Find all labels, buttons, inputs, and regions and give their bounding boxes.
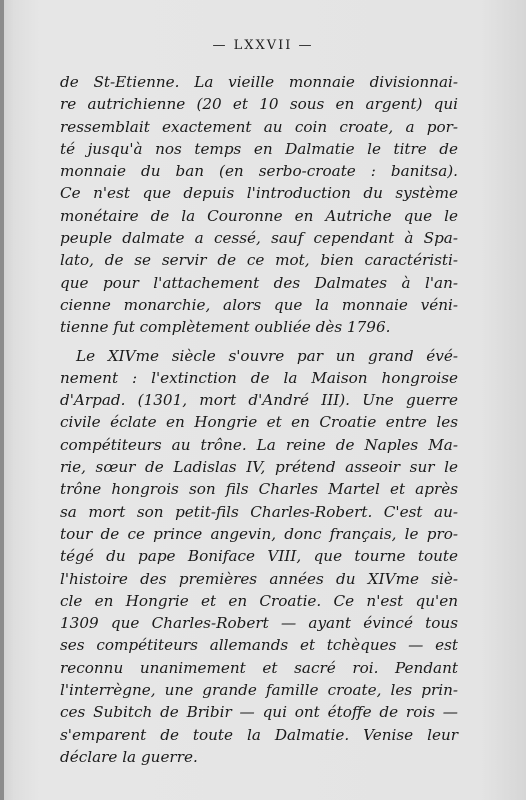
- text-line: cienne monarchie, alors que la monnaie véni-: [60, 295, 458, 314]
- text-line: sa mort son petit-fils Charles-Robert. C'est au-: [60, 502, 458, 521]
- text-line: monétaire de la Couronne en Autriche que le: [60, 206, 458, 225]
- text-line: Ce n'est que depuis l'introduction du système: [60, 184, 458, 203]
- text-line: lato, de se servir de ce mot, bien caractéristi-: [60, 251, 458, 270]
- text-line: d'Arpad. (1301, mort d'André III). Une guerre: [60, 391, 458, 410]
- text-line: ces Subitch de Bribir — qui ont étoffe de rois —: [60, 703, 458, 722]
- text-line: tienne fut complètement oubliée dès 1796.: [60, 318, 391, 337]
- text-line: tour de ce prince angevin, donc français, le pro-: [60, 524, 458, 543]
- text-line: ressemblait exactement au coin croate, a por-: [60, 117, 458, 136]
- text-line: de St-Etienne. La vieille monnaie divisionnai-: [60, 73, 458, 91]
- text-line: trône hongrois son fils Charles Martel et après: [60, 480, 458, 499]
- body-text: [60, 71, 458, 768]
- text-line: tégé du pape Boniface VIII, que tourne toute: [60, 547, 458, 566]
- text-line: civile éclate en Hongrie et en Croatie entre les: [60, 413, 458, 432]
- text-line: reconnu unanimement et sacré roi. Pendant: [60, 658, 458, 677]
- text-line: s'emparent de toute la Dalmatie. Venise leur: [60, 725, 458, 744]
- text-line: l'interrègne, une grande famille croate, les prin-: [60, 681, 458, 700]
- text-line: cle en Hongrie et en Croatie. Ce n'est qu'en: [60, 591, 458, 610]
- paragraph: [60, 71, 458, 339]
- text-line: compétiteurs au trône. La reine de Naples Ma-: [60, 435, 458, 454]
- paragraph: [60, 345, 458, 769]
- page-binding-edge: [0, 0, 4, 800]
- text-line: re autrichienne (20 et 10 sous en argent) qui: [60, 95, 458, 114]
- text-line: nement : l'extinction de la Maison hongroise: [60, 368, 458, 387]
- text-line: monnaie du ban (en serbo-croate : banitsa).: [60, 162, 458, 181]
- text-line: que pour l'attachement des Dalmates à l'an-: [60, 273, 458, 292]
- text-line: té jusqu'à nos temps en Dalmatie le titre de: [60, 139, 458, 158]
- text-line: ses compétiteurs allemands et tchèques — est: [60, 636, 458, 655]
- page-number-header: — LXXVII —: [212, 38, 314, 53]
- text-line: Le XIVme siècle s'ouvre par un grand évé-: [76, 346, 458, 365]
- text-line: peuple dalmate a cessé, sauf cependant à Spa-: [60, 229, 458, 248]
- text-line: rie, sœur de Ladislas IV, prétend asseoir sur le: [60, 458, 458, 477]
- text-line: l'histoire des premières années du XIVme siè-: [60, 569, 458, 588]
- text-line: déclare la guerre.: [60, 747, 198, 766]
- text-line: 1309 que Charles-Robert — ayant évincé tous: [60, 614, 458, 633]
